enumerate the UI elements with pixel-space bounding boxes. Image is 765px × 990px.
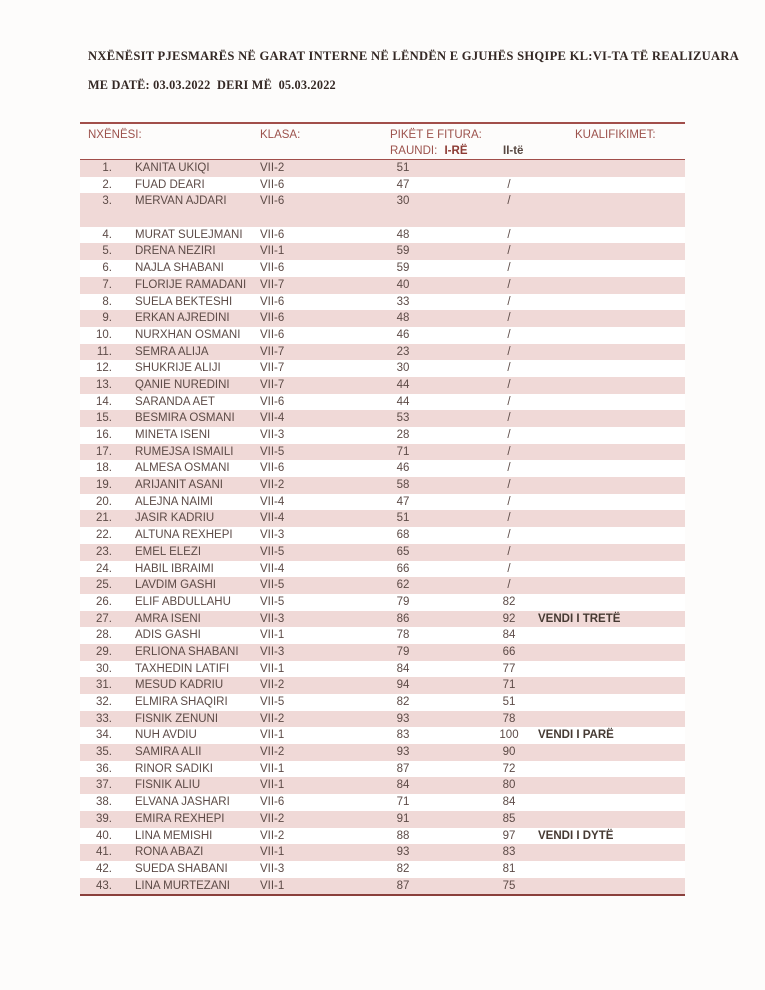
header-round2: II-të: [503, 145, 524, 157]
round2-score: 97: [502, 829, 516, 842]
round1-score: 53: [396, 412, 410, 425]
table-row: [80, 243, 685, 260]
table-row: [80, 794, 685, 811]
class-value: VII-2: [260, 746, 285, 759]
row-number: 12.: [96, 362, 112, 375]
class-value: VII-2: [260, 829, 285, 842]
round2-score: /: [507, 395, 511, 408]
student-name: SUELA BEKTESHI: [135, 295, 233, 308]
table-row: [80, 777, 685, 794]
row-number: 43.: [96, 879, 112, 892]
row-number: 14.: [96, 395, 112, 408]
student-name: FUAD DEARI: [135, 178, 205, 191]
student-name: ERLIONA SHABANI: [135, 645, 239, 658]
round2-score: /: [507, 262, 511, 275]
student-name: SARANDA AET: [135, 395, 215, 408]
row-number: 8.: [102, 295, 112, 308]
class-value: VII-3: [260, 645, 285, 658]
class-value: VII-2: [260, 479, 285, 492]
class-value: VII-7: [260, 345, 285, 358]
round1-score: 91: [396, 812, 410, 825]
row-number: 15.: [96, 412, 112, 425]
class-value: VII-7: [260, 362, 285, 375]
round2-score: /: [507, 545, 511, 558]
round2-score: /: [507, 579, 511, 592]
row-number: 17.: [96, 445, 112, 458]
round2-score: 90: [502, 746, 516, 759]
student-name: ALTUNA REXHEPI: [135, 529, 233, 542]
class-value: VII-5: [260, 595, 285, 608]
header-class: KLASA:: [260, 129, 301, 141]
round2-score: /: [507, 378, 511, 391]
round2-score: 78: [502, 712, 516, 725]
header-round1: I-RË: [444, 145, 468, 157]
row-number: 21.: [96, 512, 112, 525]
row-number: 1.: [102, 162, 112, 174]
student-name: NURXHAN OSMANI: [135, 328, 241, 341]
row-number: 29.: [96, 645, 112, 658]
table-row: [80, 310, 685, 327]
table-row: [80, 878, 685, 895]
class-value: VII-2: [260, 679, 285, 692]
round1-score: 47: [396, 495, 410, 508]
table-row: [80, 227, 685, 244]
student-name: SEMRA ALIJA: [135, 345, 209, 358]
round1-score: 30: [396, 362, 410, 375]
class-value: VII-1: [260, 629, 285, 642]
class-value: VII-6: [260, 178, 285, 191]
class-value: VII-7: [260, 278, 285, 291]
student-name: FISNIK ZENUNI: [135, 712, 219, 725]
row-number: 42.: [96, 862, 112, 875]
row-number: 31.: [96, 679, 112, 692]
student-name: ERKAN AJREDINI: [135, 312, 230, 325]
results-table: [80, 122, 685, 896]
header-round-label: RAUNDI:: [390, 145, 438, 157]
class-value: VII-5: [260, 545, 285, 558]
row-number: 16.: [96, 429, 112, 442]
class-value: VII-6: [260, 228, 285, 241]
class-value: VII-2: [260, 162, 285, 174]
round1-score: 83: [396, 729, 410, 742]
round2-score: 51: [502, 696, 516, 709]
table-row: [80, 177, 685, 194]
row-number: 41.: [96, 846, 112, 859]
table-row: [80, 644, 685, 661]
class-value: VII-1: [260, 762, 285, 775]
student-name: TAXHEDIN LATIFI: [135, 662, 230, 675]
round2-score: 77: [502, 662, 516, 675]
round2-score: 84: [502, 796, 516, 809]
table-row: [80, 394, 685, 411]
class-value: VII-4: [260, 495, 285, 508]
table-row: [80, 744, 685, 761]
class-value: VII-7: [260, 378, 285, 391]
round2-score: /: [507, 312, 511, 325]
round2-score: /: [507, 278, 511, 291]
round2-score: /: [507, 429, 511, 442]
round2-score: /: [507, 195, 511, 208]
round1-score: 51: [396, 512, 410, 525]
table-row: [80, 444, 685, 461]
student-name: RINOR SADIKI: [135, 762, 213, 775]
student-name: HABIL IBRAIMI: [135, 562, 214, 575]
class-value: VII-3: [260, 862, 285, 875]
round1-score: 28: [396, 429, 410, 442]
round1-score: 82: [396, 696, 410, 709]
header-qualification: KUALIFIKIMET:: [575, 129, 656, 141]
round1-score: 82: [396, 862, 410, 875]
round1-score: 66: [396, 562, 410, 575]
row-number: 38.: [96, 796, 112, 809]
table-row: [80, 327, 685, 344]
round2-score: 71: [502, 679, 516, 692]
row-number: 27.: [96, 612, 112, 625]
class-value: VII-6: [260, 195, 285, 208]
round2-score: /: [507, 362, 511, 375]
round1-score: 87: [396, 762, 410, 775]
round1-score: 44: [396, 395, 410, 408]
row-number: 5.: [102, 245, 112, 258]
class-value: VII-3: [260, 429, 285, 442]
round2-score: /: [507, 328, 511, 341]
round2-score: 82: [502, 595, 516, 608]
row-number: 13.: [96, 378, 112, 391]
row-number: 3.: [102, 195, 112, 208]
table-row: [80, 594, 685, 611]
student-name: SUEDA SHABANI: [135, 862, 228, 875]
round1-score: 44: [396, 378, 410, 391]
table-row: [80, 611, 685, 628]
round2-score: 100: [499, 729, 519, 742]
round1-score: 59: [396, 245, 410, 258]
table-row: [80, 527, 685, 544]
document-date-line: ME DATË: 03.03.2022 DERI MË 05.03.2022: [88, 78, 336, 92]
table-row: [80, 811, 685, 828]
row-number: 20.: [96, 495, 112, 508]
row-number: 7.: [102, 278, 112, 291]
round2-score: /: [507, 228, 511, 241]
row-number: 2.: [102, 178, 112, 191]
table-row: [80, 260, 685, 277]
table-row: [80, 160, 685, 177]
row-number: 19.: [96, 479, 112, 492]
row-number: 36.: [96, 762, 112, 775]
round1-score: 46: [396, 328, 410, 341]
table-row: [80, 344, 685, 361]
round1-score: 84: [396, 662, 410, 675]
row-number: 18.: [96, 462, 112, 475]
class-value: VII-6: [260, 796, 285, 809]
round2-score: 81: [502, 862, 516, 875]
round2-score: /: [507, 495, 511, 508]
table-row: [80, 360, 685, 377]
student-name: FISNIK ALIU: [135, 779, 201, 792]
student-name: KANITA UKIQI: [135, 162, 210, 174]
document-title: NXËNËSIT PJESMARËS NË GARAT INTERNE NË LËNDËN E GJUHËS SHQIPE KL:VI-TA TË REALIZUARA: [88, 49, 740, 63]
class-value: VII-5: [260, 696, 285, 709]
round2-score: 80: [502, 779, 516, 792]
table-row: [80, 544, 685, 561]
round1-score: 68: [396, 529, 410, 542]
row-number: 6.: [102, 262, 112, 275]
table-row: [80, 711, 685, 728]
class-value: VII-1: [260, 245, 285, 258]
class-value: VII-5: [260, 579, 285, 592]
table-body: [80, 160, 685, 896]
class-value: VII-6: [260, 262, 285, 275]
table-row: [80, 694, 685, 711]
round2-score: 72: [502, 762, 516, 775]
class-value: VII-6: [260, 328, 285, 341]
table-row: [80, 627, 685, 644]
student-name: EMIRA REXHEPI: [135, 812, 225, 825]
student-name: LINA MURTEZANI: [135, 879, 230, 892]
round1-score: 65: [396, 545, 410, 558]
row-number: 10.: [96, 328, 112, 341]
round1-score: 47: [396, 178, 410, 191]
table-row: [80, 761, 685, 778]
class-value: VII-6: [260, 295, 285, 308]
round2-score: 75: [502, 879, 516, 892]
class-value: VII-4: [260, 412, 285, 425]
round1-score: 86: [396, 612, 410, 625]
table-row: [80, 677, 685, 694]
row-number: 9.: [102, 312, 112, 325]
round2-score: /: [507, 295, 511, 308]
round2-score: /: [507, 479, 511, 492]
student-name: RUMEJSA ISMAILI: [135, 445, 234, 458]
round2-score: /: [507, 529, 511, 542]
round1-score: 93: [396, 846, 410, 859]
round2-score: /: [507, 412, 511, 425]
round2-score: /: [507, 562, 511, 575]
round2-score: 83: [502, 846, 516, 859]
round1-score: 84: [396, 779, 410, 792]
row-number: 35.: [96, 746, 112, 759]
table-row: [80, 294, 685, 311]
class-value: VII-1: [260, 662, 285, 675]
row-number: 30.: [96, 662, 112, 675]
qualification-label: VENDI I DYTË: [538, 829, 614, 842]
round1-score: 23: [396, 345, 410, 358]
round1-score: 40: [396, 278, 410, 291]
round1-score: 79: [396, 645, 410, 658]
round1-score: 93: [396, 746, 410, 759]
student-name: EMEL ELEZI: [135, 545, 202, 558]
round1-score: 58: [396, 479, 410, 492]
row-number: 39.: [96, 812, 112, 825]
round1-score: 48: [396, 228, 410, 241]
table-row: [80, 661, 685, 678]
round1-score: 59: [396, 262, 410, 275]
class-value: VII-6: [260, 395, 285, 408]
student-name: NUH AVDIU: [135, 729, 197, 742]
student-name: ARIJANIT ASANI: [135, 479, 223, 492]
round1-score: 87: [396, 879, 410, 892]
row-number: 26.: [96, 595, 112, 608]
round2-score: 85: [502, 812, 516, 825]
student-name: ALEJNA NAIMI: [135, 495, 213, 508]
student-name: AMRA ISENI: [135, 612, 201, 625]
student-name: BESMIRA OSMANI: [135, 412, 235, 425]
round2-score: /: [507, 512, 511, 525]
round2-score: 84: [502, 629, 516, 642]
class-value: VII-1: [260, 779, 285, 792]
table-row: [80, 494, 685, 511]
class-value: VII-3: [260, 612, 285, 625]
round2-score: /: [507, 178, 511, 191]
row-number: 23.: [96, 545, 112, 558]
header-points: PIKËT E FITURA:: [390, 129, 482, 141]
row-number: 37.: [96, 779, 112, 792]
class-value: VII-5: [260, 445, 285, 458]
table-row: [80, 561, 685, 578]
table-row: [80, 427, 685, 444]
student-name: MERVAN AJDARI: [135, 195, 227, 208]
student-name: MINETA ISENI: [135, 429, 211, 442]
row-number: 22.: [96, 529, 112, 542]
class-value: VII-3: [260, 529, 285, 542]
class-value: VII-2: [260, 712, 285, 725]
round1-score: 88: [396, 829, 410, 842]
round1-score: 46: [396, 462, 410, 475]
header-student: NXËNËSI:: [88, 129, 142, 141]
table-row: [80, 377, 685, 394]
student-name: ALMESA OSMANI: [135, 462, 230, 475]
row-number: 24.: [96, 562, 112, 575]
student-name: FLORIJE RAMADANI: [135, 278, 247, 291]
class-value: VII-1: [260, 879, 285, 892]
round1-score: 33: [396, 295, 410, 308]
table-row: [80, 844, 685, 861]
row-number: 34.: [96, 729, 112, 742]
table-row: [80, 861, 685, 878]
table-row: [80, 727, 685, 744]
student-name: MURAT SULEJMANI: [135, 228, 243, 241]
class-value: VII-4: [260, 562, 285, 575]
table-row: [80, 193, 685, 226]
student-name: RONA ABAZI: [135, 846, 204, 859]
student-name: LINA MEMISHI: [135, 829, 213, 842]
class-value: VII-1: [260, 846, 285, 859]
class-value: VII-6: [260, 312, 285, 325]
round1-score: 71: [396, 796, 410, 809]
student-name: DRENA NEZIRI: [135, 245, 216, 258]
table-header: [80, 122, 685, 160]
class-value: VII-4: [260, 512, 285, 525]
student-name: LAVDIM GASHI: [135, 579, 216, 592]
row-number: 28.: [96, 629, 112, 642]
round1-score: 93: [396, 712, 410, 725]
round2-score: 92: [502, 612, 516, 625]
student-name: ELVANA JASHARI: [135, 796, 230, 809]
row-number: 40.: [96, 829, 112, 842]
round2-score: /: [507, 462, 511, 475]
round1-score: 62: [396, 579, 410, 592]
table-row: [80, 410, 685, 427]
round2-score: /: [507, 245, 511, 258]
round2-score: 66: [502, 645, 516, 658]
qualification-label: VENDI I TRETË: [538, 612, 621, 625]
round1-score: 71: [396, 445, 410, 458]
table-row: [80, 828, 685, 845]
student-name: ADIS GASHI: [135, 629, 201, 642]
table-row: [80, 477, 685, 494]
student-name: QANIE NUREDINI: [135, 378, 230, 391]
class-value: VII-2: [260, 812, 285, 825]
round1-score: 78: [396, 629, 410, 642]
row-number: 4.: [102, 228, 112, 241]
round1-score: 79: [396, 595, 410, 608]
round2-score: /: [507, 445, 511, 458]
student-name: ELIF ABDULLAHU: [135, 595, 231, 608]
round2-score: /: [507, 345, 511, 358]
class-value: VII-1: [260, 729, 285, 742]
student-name: SHUKRIJE ALIJI: [135, 362, 221, 375]
student-name: MESUD KADRIU: [135, 679, 224, 692]
student-name: NAJLA SHABANI: [135, 262, 224, 275]
round1-score: 48: [396, 312, 410, 325]
table-row: [80, 277, 685, 294]
row-number: 32.: [96, 696, 112, 709]
student-name: SAMIRA ALII: [135, 746, 202, 759]
student-name: ELMIRA SHAQIRI: [135, 696, 228, 709]
table-row: [80, 460, 685, 477]
qualification-label: VENDI I PARË: [538, 729, 614, 742]
row-number: 11.: [96, 345, 112, 358]
round1-score: 51: [396, 162, 410, 174]
header-round-row: [390, 145, 467, 157]
row-number: 25.: [96, 579, 112, 592]
row-number: 33.: [96, 712, 112, 725]
class-value: VII-6: [260, 462, 285, 475]
round1-score: 94: [396, 679, 410, 692]
student-name: JASIR KADRIU: [135, 512, 215, 525]
round1-score: 30: [396, 195, 410, 208]
table-row: [80, 510, 685, 527]
table-row: [80, 577, 685, 594]
